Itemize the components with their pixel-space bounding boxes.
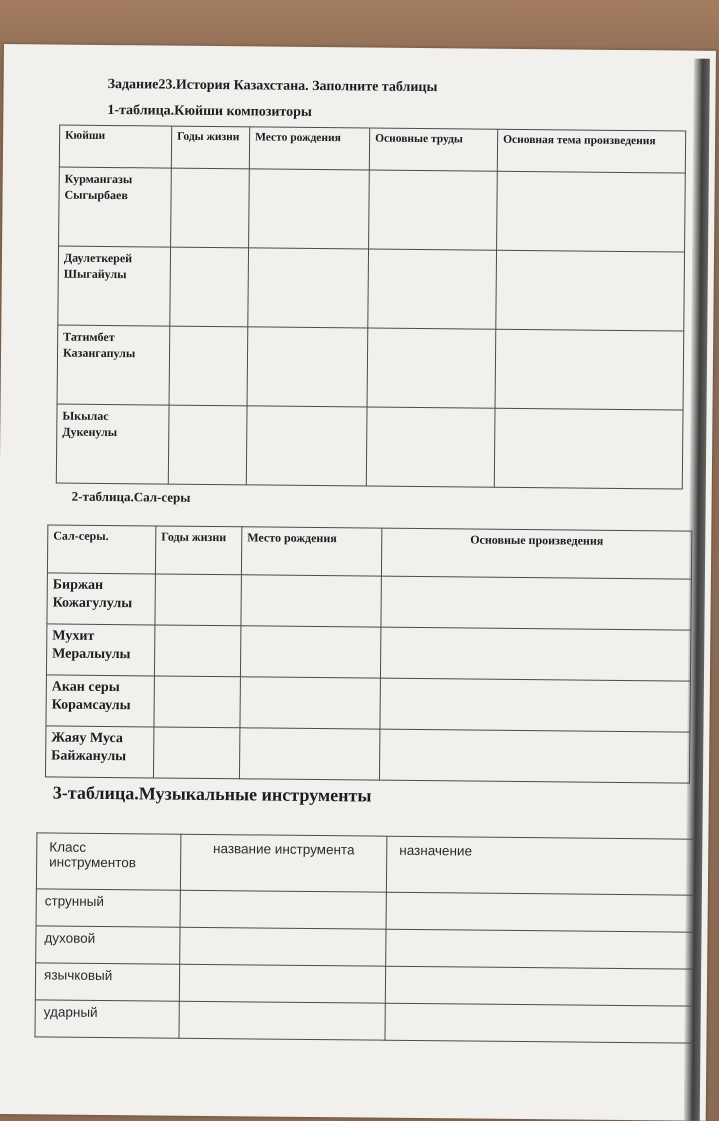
- table-row: [45, 726, 689, 783]
- table2-title: 2-таблица.Сал-серы: [71, 488, 191, 505]
- row-name: Даулеткерей Шыгайулы: [58, 246, 171, 326]
- blank-cell[interactable]: [154, 625, 240, 677]
- table-row: [46, 675, 690, 732]
- header-years: Годы жизни: [155, 526, 241, 575]
- blank-cell[interactable]: [497, 171, 686, 252]
- row-name: Жаяу Муса Байжанулы: [45, 726, 153, 778]
- blank-cell[interactable]: [386, 892, 696, 932]
- blank-cell[interactable]: [153, 727, 239, 779]
- blank-cell[interactable]: [239, 728, 379, 780]
- table-row: [47, 573, 691, 630]
- blank-cell[interactable]: [155, 574, 241, 626]
- table-row: [59, 167, 686, 252]
- table-row: [35, 1000, 695, 1043]
- blank-cell[interactable]: [154, 676, 240, 728]
- blank-cell[interactable]: [170, 247, 249, 327]
- table-row: [58, 246, 685, 331]
- blank-cell[interactable]: [180, 927, 386, 966]
- header-main-works: Основные произведения: [381, 528, 691, 579]
- blank-cell[interactable]: [381, 576, 691, 630]
- blank-cell[interactable]: [385, 1003, 695, 1043]
- row-name: язычковый: [35, 963, 179, 1001]
- blank-cell[interactable]: [179, 1001, 385, 1040]
- table-row: [36, 926, 696, 969]
- row-name: Ыкылас Дукенулы: [56, 404, 169, 484]
- blank-cell[interactable]: [495, 329, 684, 410]
- blank-cell[interactable]: [366, 407, 495, 487]
- table-row: [46, 624, 690, 681]
- row-name: Татимбет Казангапулы: [57, 325, 170, 405]
- blank-cell[interactable]: [494, 408, 683, 489]
- header-main-works: Основные труды: [369, 128, 497, 171]
- blank-cell[interactable]: [369, 170, 498, 250]
- blank-cell[interactable]: [496, 250, 685, 331]
- table-row: [57, 325, 684, 410]
- blank-cell[interactable]: [386, 929, 696, 969]
- table-kuishi: [56, 125, 686, 490]
- blank-cell[interactable]: [246, 406, 367, 486]
- blank-cell[interactable]: [249, 169, 370, 249]
- blank-cell[interactable]: [169, 326, 248, 406]
- table-instruments: [34, 832, 697, 1043]
- table3-title: 3-таблица.Музыкальные инструменты: [52, 782, 372, 806]
- header-years: Годы жизни: [171, 126, 249, 169]
- header-main-theme: Основная тема произведения: [497, 129, 685, 173]
- blank-cell[interactable]: [247, 327, 368, 407]
- blank-cell[interactable]: [240, 626, 380, 678]
- page-heading: Задание23.История Казахстана. Заполните таблицы: [107, 76, 438, 96]
- row-name: струнный: [36, 889, 180, 927]
- blank-cell[interactable]: [241, 575, 381, 627]
- row-name: духовой: [36, 926, 180, 964]
- blank-cell[interactable]: [380, 678, 690, 732]
- row-name: Курмангазы Сыгырбаев: [59, 167, 172, 247]
- header-instrument-name: название инструмента: [180, 834, 387, 892]
- blank-cell[interactable]: [248, 248, 369, 328]
- table1-title: 1-таблица.Кюйши композиторы: [107, 102, 312, 120]
- header-class: Класс инструментов: [36, 833, 181, 890]
- blank-cell[interactable]: [367, 328, 496, 408]
- row-name: ударный: [35, 1000, 179, 1038]
- header-purpose: назначение: [386, 836, 697, 895]
- row-name: Мухит Мералыулы: [46, 624, 154, 676]
- table-row: [36, 889, 696, 932]
- table-row: [56, 404, 683, 489]
- header-kuishi: Кюйши: [59, 125, 171, 168]
- table-sal-sery: [45, 524, 692, 783]
- table-row: [35, 963, 695, 1006]
- worksheet-page: [0, 44, 716, 1121]
- blank-cell[interactable]: [240, 677, 380, 729]
- header-birthplace: Место рождения: [249, 127, 369, 170]
- row-name: Биржан Кожагулулы: [47, 573, 155, 625]
- header-birthplace: Место рождения: [241, 527, 381, 576]
- row-name: Акан серы Корамсаулы: [46, 675, 154, 727]
- blank-cell[interactable]: [385, 966, 695, 1006]
- header-sal-sery: Сал-серы.: [47, 525, 155, 574]
- blank-cell[interactable]: [368, 249, 497, 329]
- blank-cell[interactable]: [380, 627, 690, 681]
- blank-cell[interactable]: [171, 168, 250, 248]
- blank-cell[interactable]: [379, 729, 689, 783]
- blank-cell[interactable]: [168, 405, 247, 485]
- blank-cell[interactable]: [180, 890, 386, 929]
- blank-cell[interactable]: [179, 964, 385, 1003]
